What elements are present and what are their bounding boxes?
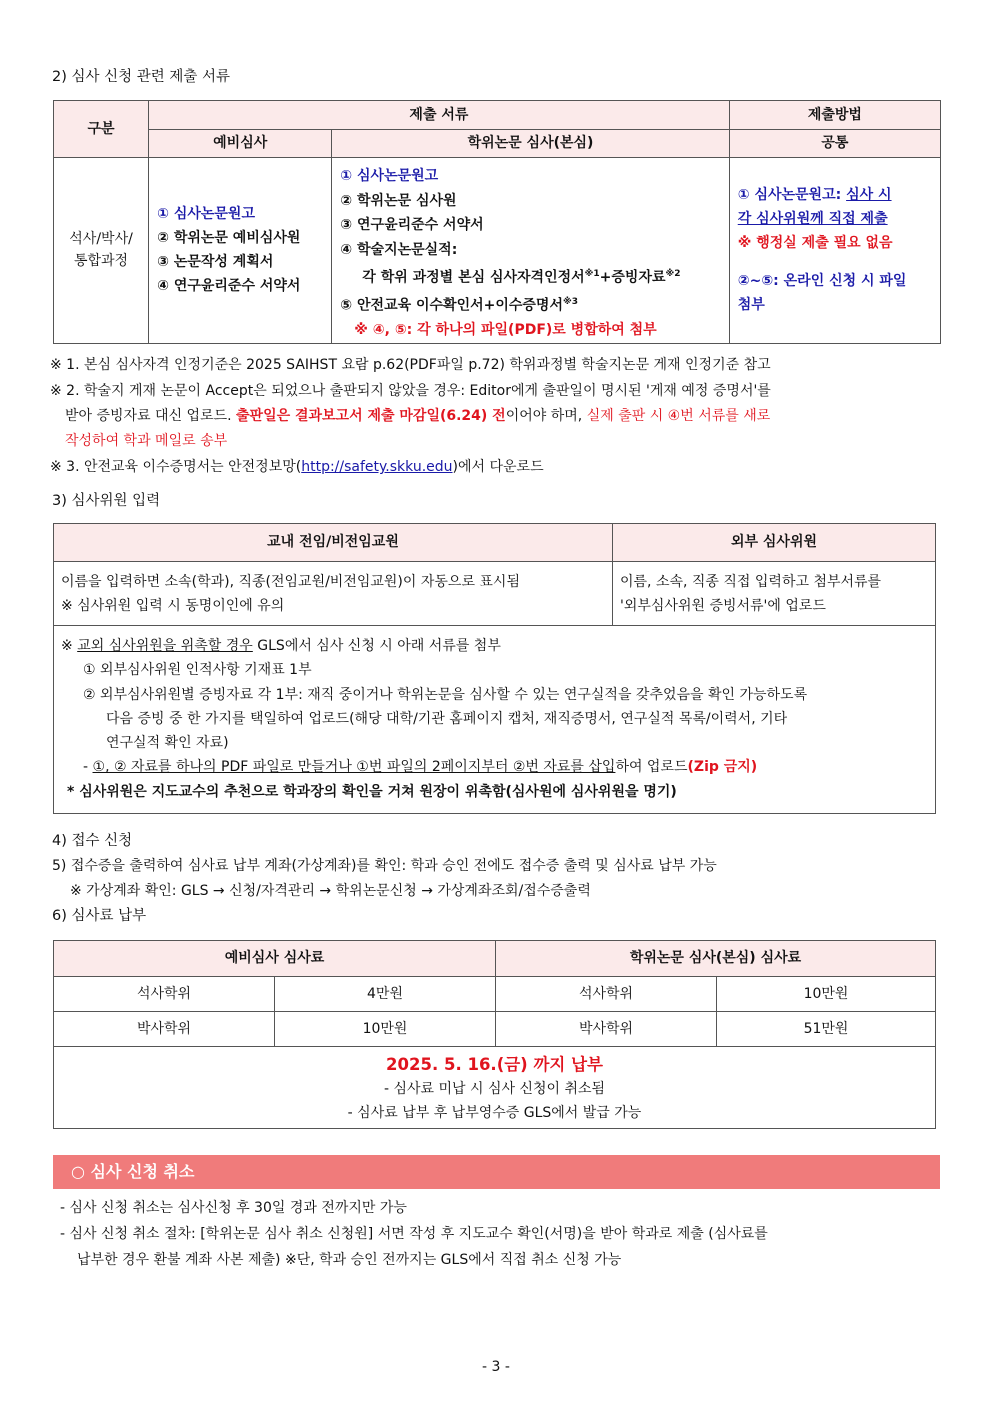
page-number: - 3 - <box>482 1359 510 1375</box>
header-prelim-fee: 예비심사 심사료 <box>54 941 496 977</box>
header-main: 학위논문 심사(본심) <box>332 130 729 158</box>
fee-amount: 4만원 <box>275 977 496 1012</box>
payment-deadline: 2025. 5. 16.(금) 까지 납부 <box>386 1054 603 1074</box>
cancel-section-title: ○ 심사 신청 취소 <box>71 1162 195 1181</box>
main-item: ① 심사논문원고 <box>340 168 439 184</box>
external-doc-item-cont: 연구실적 확인 자료) <box>106 735 229 752</box>
method-line: 각 심사위원께 직접 제출 <box>737 211 888 228</box>
main-item-sub: 각 학위 과정별 본심 심사자격인정서$^{※1}$+증빙자료$^{※2}$ <box>362 269 681 286</box>
category-cell: 석사/박사/ 통합과정 <box>54 158 149 344</box>
method-line: ②~⑤: 온라인 신청 시 파일 <box>737 273 907 290</box>
section-3-heading: 3) 심사위원 입력 <box>52 493 161 509</box>
main-item: ④ 학술지논문실적: <box>340 241 458 258</box>
note-2-continued: 받아 증빙자료 대신 업로드. 출판일은 결과보고서 제출 마감일(6.24) 전이어야 하며, 실제 출판 시 ④번 서류를 새로 <box>65 408 771 424</box>
header-common: 공통 <box>729 130 940 158</box>
external-doc-item: ① 외부심사위원 인적사항 기재표 1부 <box>83 662 312 679</box>
external-docs-intro: ※ 교외 심사위원을 위촉할 경우 GLS에서 심사 신청 시 아래 서류를 첨부 <box>61 638 501 654</box>
main-item: ③ 연구윤리준수 서약서 <box>340 217 484 233</box>
external-doc-item: ② 외부심사위원별 증빙자료 각 1부: 재직 중이거나 학위논문을 심사할 수 있는 연구실적을 갖추었음을 확인 가능하도록 <box>83 686 808 703</box>
cancel-section-bar <box>53 1155 940 1189</box>
header-external: 외부 심사위원 <box>613 524 936 562</box>
cancel-line: - 심사 신청 취소는 심사신청 후 30일 경과 전까지만 가능 <box>60 1200 407 1216</box>
prelim-docs-cell <box>149 158 332 344</box>
header-method: 제출방법 <box>729 101 940 130</box>
cancel-line: 납부한 경우 환불 계좌 사본 제출) ※단, 학과 승인 전까지는 GLS에서 직접 취소 신청 가능 <box>77 1252 622 1268</box>
prelim-item: ① 심사논문원고 <box>157 206 255 223</box>
fee-note: - 심사료 미납 시 심사 신청이 취소됨 <box>383 1080 606 1097</box>
main-docs-cell <box>332 158 729 344</box>
fee-amount: 10만원 <box>717 977 936 1012</box>
prelim-item: ② 학위논문 예비심사원 <box>157 230 301 247</box>
fee-amount: 51만원 <box>717 1012 936 1047</box>
fee-note: - 심사료 납부 후 납부영수증 GLS에서 발급 가능 <box>347 1104 642 1121</box>
submission-docs-table <box>53 100 941 344</box>
prelim-item: ③ 논문작성 계획서 <box>157 254 274 271</box>
method-line: ① 심사논문원고: 심사 시 <box>737 187 892 204</box>
fee-degree: 석사학위 <box>496 977 717 1012</box>
note-1: ※ 1. 본심 심사자격 인정기준은 2025 SAIHST 요람 p.62(PDF파일 p.72) 학위과정별 학술지논문 게재 인정기준 참고 <box>50 357 771 373</box>
note-2-end: 작성하여 학과 메일로 송부 <box>65 433 228 449</box>
method-cell <box>729 158 940 344</box>
prelim-item: ④ 연구윤리준수 서약서 <box>157 278 301 295</box>
external-docs-cell <box>54 626 936 814</box>
header-internal: 교내 전임/비전임교원 <box>54 524 613 562</box>
fee-table <box>53 940 936 1129</box>
external-doc-merge: - ①, ② 자료를 하나의 PDF 파일로 만들거나 ①번 파일의 2페이지부터 ②번 자료를 삽입하여 업로드(Zip 금지) <box>83 759 758 776</box>
note-3: ※ 3. 안전교육 이수증명서는 안전정보망(http://safety.skku.edu)에서 다운로드 <box>50 459 544 475</box>
fee-degree: 석사학위 <box>54 977 275 1012</box>
section-6-heading: 6) 심사료 납부 <box>52 908 147 924</box>
main-item: ② 학위논문 심사원 <box>340 192 457 209</box>
header-docs: 제출 서류 <box>149 101 730 130</box>
main-item: ⑤ 안전교육 이수확인서+이수증명서$^{※3}$ <box>340 297 578 314</box>
appointment-note: * 심사위원은 지도교수의 추천으로 학과장의 확인을 거쳐 원장이 위촉함(심사원에 심사위원을 명기) <box>67 783 677 800</box>
internal-cell: 이름을 입력하면 소속(학과), 직종(전임교원/비전임교원)이 자동으로 표시됨 ※ 심사위원 입력 시 동명이인에 유의 <box>54 562 613 626</box>
merge-note: ※ ④, ⑤: 각 하나의 파일(PDF)로 병합하여 첨부 <box>354 322 657 339</box>
fee-degree: 박사학위 <box>496 1012 717 1047</box>
section-5-note: ※ 가상계좌 확인: GLS → 신청/자격관리 → 학위논문신청 → 가상계좌조회/접수증출력 <box>70 883 591 899</box>
section-2-heading: 2) 심사 신청 관련 제출 서류 <box>52 69 230 85</box>
header-category: 구분 <box>54 101 149 158</box>
external-cell: 이름, 소속, 직종 직접 입력하고 첨부서류를 '외부심사위원 증빙서류'에 업로드 <box>613 562 936 626</box>
header-prelim: 예비심사 <box>149 130 332 158</box>
reviewer-table <box>53 523 936 814</box>
cancel-line: - 심사 신청 취소 절차: [학위논문 심사 취소 신청원] 서면 작성 후 지도교수 확인(서명)을 받아 학과로 제출 (심사료를 <box>60 1226 768 1242</box>
section-5-heading: 5) 접수증을 출력하여 심사료 납부 계좌(가상계좌)를 확인: 학과 승인 전에도 접수증 출력 및 심사료 납부 가능 <box>52 858 717 874</box>
method-line: ※ 행정실 제출 필요 없음 <box>737 235 893 252</box>
note-2: ※ 2. 학술지 게재 논문이 Accept은 되었으나 출판되지 않았을 경우: Editor에게 출판일이 명시된 '게재 예정 증명서'를 <box>50 383 771 399</box>
fee-footer <box>54 1047 936 1129</box>
external-doc-item-cont: 다음 증빙 중 한 가지를 택일하여 업로드(해당 대학/기관 홈페이지 캡처, 재직증명서, 연구실적 목록/이력서, 기타 <box>106 710 788 727</box>
method-line: 첨부 <box>737 297 765 314</box>
safety-link[interactable]: http://safety.skku.edu <box>301 459 453 475</box>
header-main-fee: 학위논문 심사(본심) 심사료 <box>496 941 936 977</box>
section-4-heading: 4) 접수 신청 <box>52 833 133 849</box>
fee-degree: 박사학위 <box>54 1012 275 1047</box>
fee-amount: 10만원 <box>275 1012 496 1047</box>
